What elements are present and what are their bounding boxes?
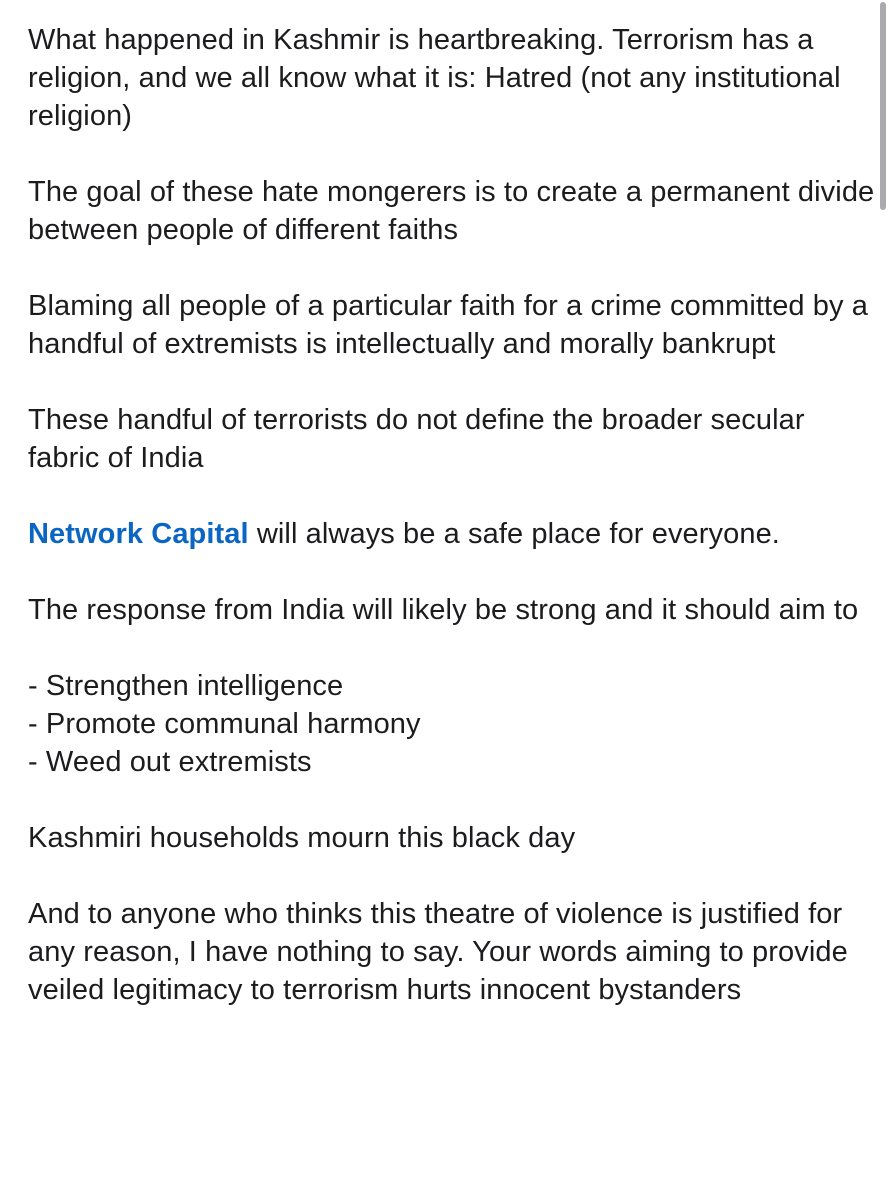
paragraph-network-capital-text: will always be a safe place for everyone. (248, 518, 780, 550)
list-item: - Strengthen intelligence (28, 670, 344, 702)
list-item: - Promote communal harmony (28, 708, 421, 740)
list-item: - Weed out extremists (28, 746, 312, 778)
mention-link-network-capital[interactable]: Network Capital (28, 518, 249, 550)
paragraph-hate-mongerers-goal: The goal of these hate mongerers is to create a permanent divide between people of different faiths (28, 176, 875, 246)
post-body (28, 21, 878, 1009)
paragraph-kashmir-heartbreaking: What happened in Kashmir is heartbreaking. Terrorism has a religion, and we all know what it is: Hatred (not any institutional religion) (28, 24, 841, 132)
paragraph-blaming-faith: Blaming all people of a particular faith for a crime committed by a handful of extremists is intellectually and morally bankrupt (28, 290, 869, 360)
response-goals-list (28, 667, 878, 781)
scrollbar[interactable] (880, 2, 886, 210)
paragraph-theatre-of-violence: And to anyone who thinks this theatre of violence is justified for any reason, I have nothing to say. Your words aiming to provide veiled legitimacy to terrorism hurts innocent bystanders (28, 898, 848, 1006)
paragraph-mourn: Kashmiri households mourn this black day (28, 822, 576, 854)
paragraph-network-capital (28, 515, 878, 553)
paragraph-secular-fabric: These handful of terrorists do not define the broader secular fabric of India (28, 404, 805, 474)
paragraph-india-response: The response from India will likely be strong and it should aim to (28, 594, 859, 626)
